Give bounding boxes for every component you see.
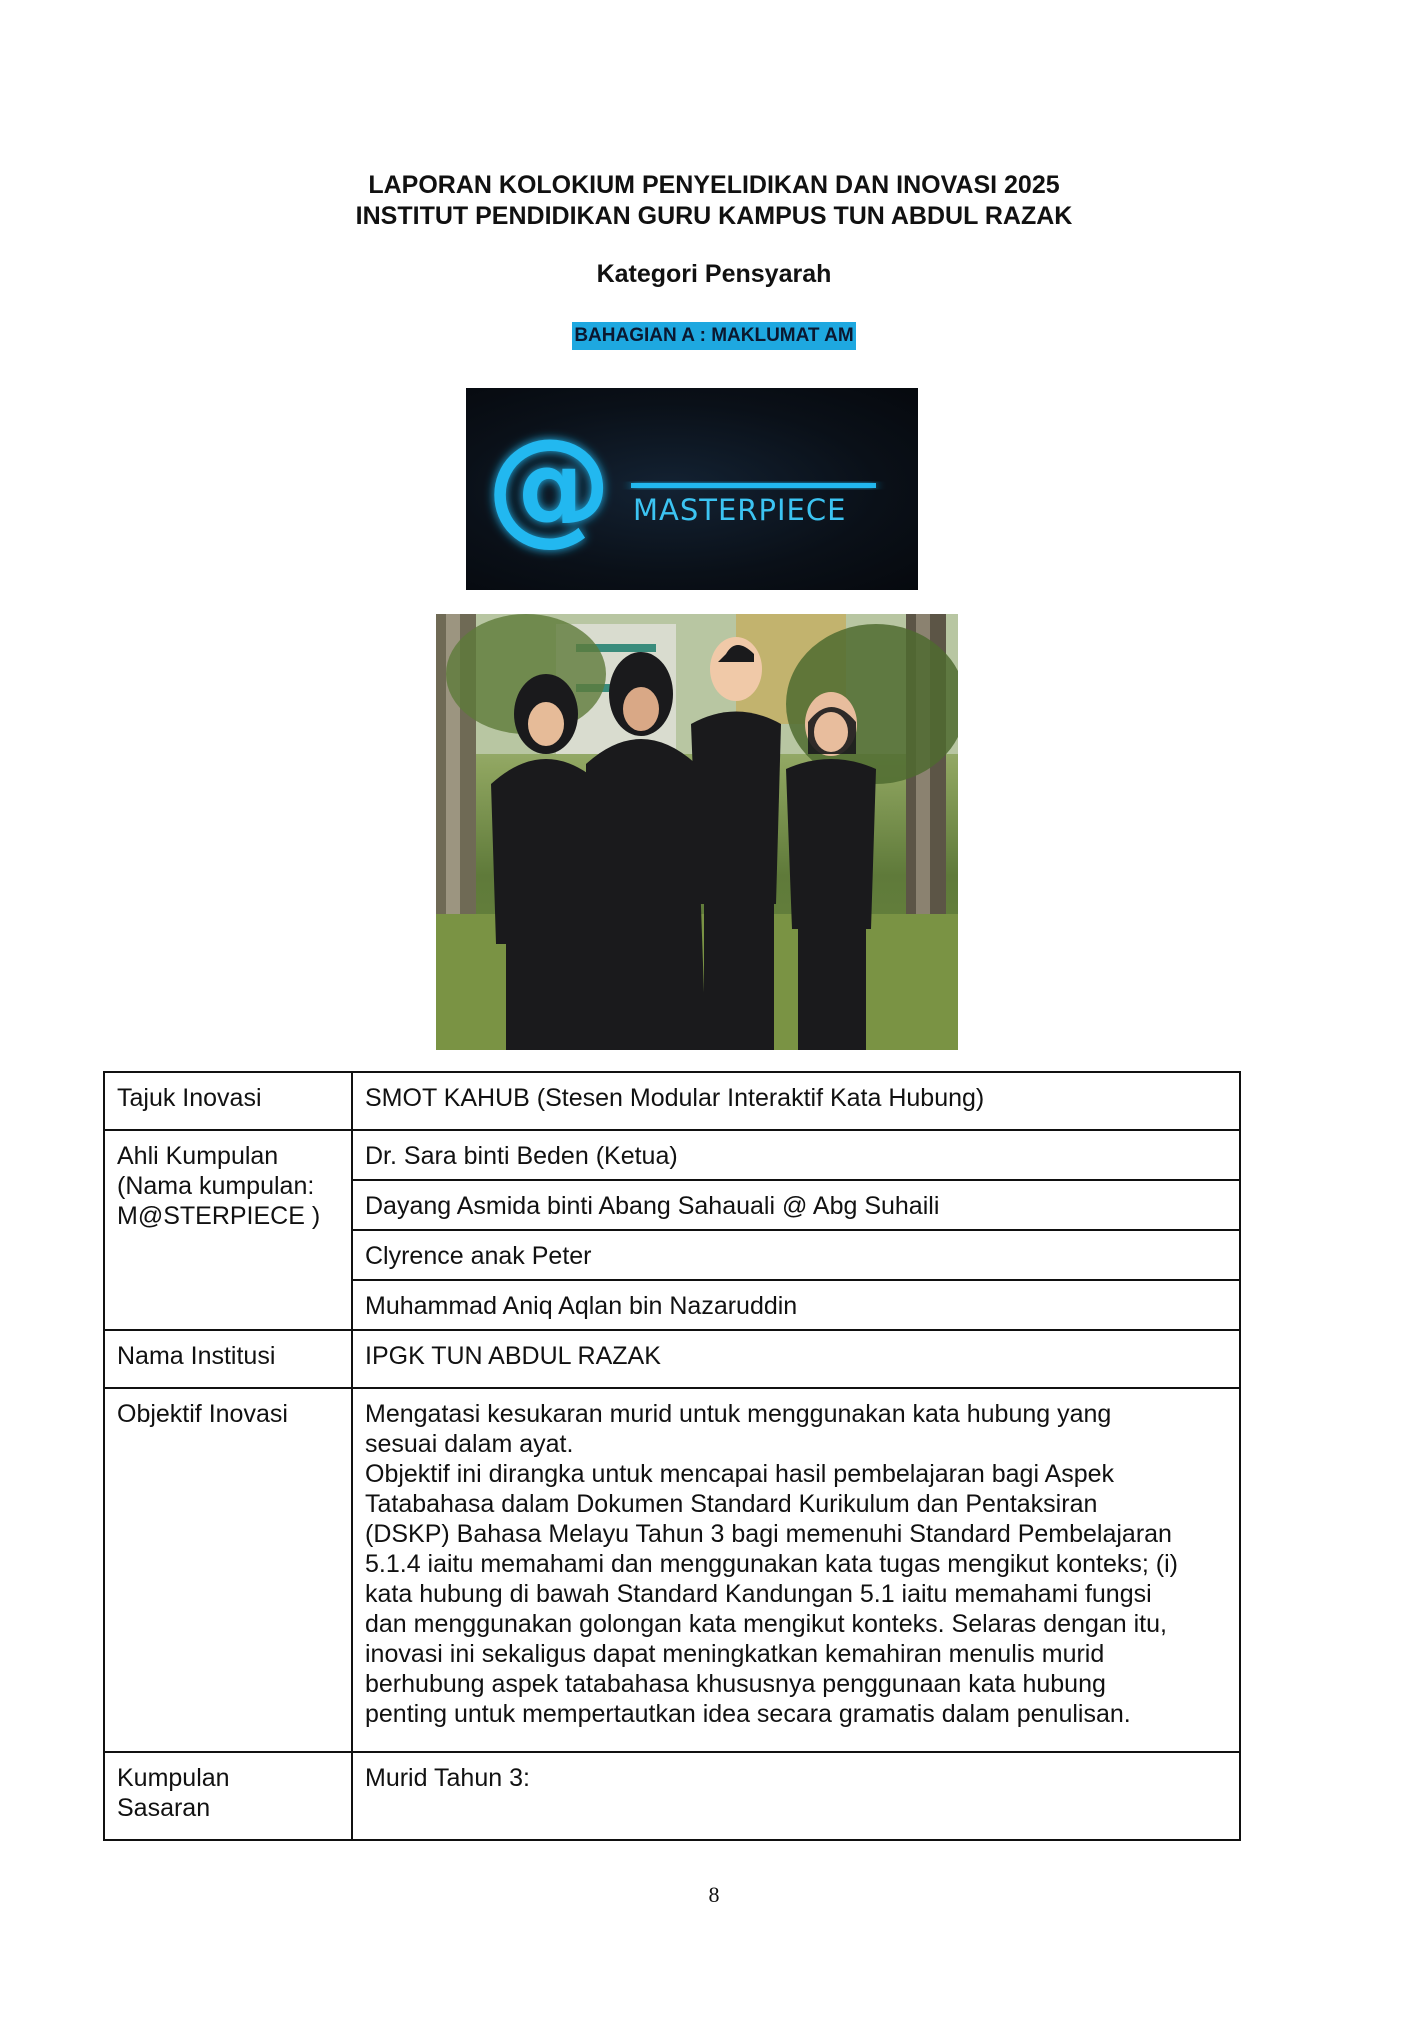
table-row (104, 1752, 1240, 1840)
objektif-line: dan menggunakan golongan kata mengikut konteks. Selaras dengan itu, (365, 1610, 1167, 1638)
objektif-label: Objektif Inovasi (104, 1388, 352, 1752)
institusi-value: IPGK TUN ABDUL RAZAK (352, 1330, 1240, 1388)
objektif-line: kata hubung di bawah Standard Kandungan 5.1 iaitu memahami fungsi (365, 1580, 1152, 1608)
logo-text: MASTERPIECE (633, 493, 847, 527)
section-heading: BAHAGIAN A : MAKLUMAT AM (572, 322, 855, 350)
table-row (104, 1130, 1240, 1180)
ahli-label (104, 1130, 352, 1330)
sasaran-value: Murid Tahun 3: (352, 1752, 1240, 1840)
title-line-2: INSTITUT PENDIDIKAN GURU KAMPUS TUN ABDUL RAZAK (355, 202, 1073, 230)
sasaran-label-line-2: Sasaran (117, 1794, 211, 1822)
ahli-label-line-1: Ahli Kumpulan (117, 1142, 279, 1170)
objektif-line: 5.1.4 iaitu memahami dan menggunakan kata tugas mengikut konteks; (i) (365, 1550, 1178, 1578)
info-table (103, 1071, 1241, 1841)
category-heading: Kategori Pensyarah (596, 260, 832, 288)
masterpiece-logo (466, 388, 918, 590)
objektif-line: penting untuk mempertautkan idea secara gramatis dalam penulisan. (365, 1700, 1131, 1728)
tajuk-value: SMOT KAHUB (Stesen Modular Interaktif Kata Hubung) (352, 1072, 1240, 1130)
page-number: 8 (708, 1882, 720, 1907)
member-4: Muhammad Aniq Aqlan bin Nazaruddin (352, 1280, 1240, 1330)
logo-at-symbol: @ (486, 411, 612, 558)
objektif-line: sesuai dalam ayat. (365, 1430, 574, 1458)
sasaran-label (104, 1752, 352, 1840)
objektif-line: Mengatasi kesukaran murid untuk menggunakan kata hubung yang (365, 1400, 1112, 1428)
sasaran-label-line-1: Kumpulan (117, 1764, 230, 1792)
objektif-line: inovasi ini sekaligus dapat meningkatkan kemahiran menulis murid (365, 1640, 1105, 1668)
objektif-line: Tatabahasa dalam Dokumen Standard Kurikulum dan Pentaksiran (365, 1490, 1098, 1518)
table-row (104, 1388, 1240, 1752)
member-2: Dayang Asmida binti Abang Sahauali @ Abg Suhaili (352, 1180, 1240, 1230)
objektif-line: (DSKP) Bahasa Melayu Tahun 3 bagi memenuhi Standard Pembelajaran (365, 1520, 1172, 1548)
objektif-line: Objektif ini dirangka untuk mencapai hasil pembelajaran bagi Aspek (365, 1460, 1115, 1488)
objektif-line: berhubung aspek tatabahasa khususnya penggunaan kata hubung (365, 1670, 1106, 1698)
member-3: Clyrence anak Peter (352, 1230, 1240, 1280)
ahli-label-line-3: M@STERPIECE ) (117, 1202, 321, 1230)
title-line-1: LAPORAN KOLOKIUM PENYELIDIKAN DAN INOVASI 2025 (368, 171, 1060, 199)
group-photo (436, 614, 958, 1050)
institusi-label: Nama Institusi (104, 1330, 352, 1388)
member-1: Dr. Sara binti Beden (Ketua) (352, 1130, 1240, 1180)
tajuk-label: Tajuk Inovasi (104, 1072, 352, 1130)
ahli-label-line-2: (Nama kumpulan: (117, 1172, 315, 1200)
objektif-value (352, 1388, 1240, 1752)
report-title (0, 170, 1428, 232)
table-row (104, 1072, 1240, 1130)
table-row (104, 1330, 1240, 1388)
